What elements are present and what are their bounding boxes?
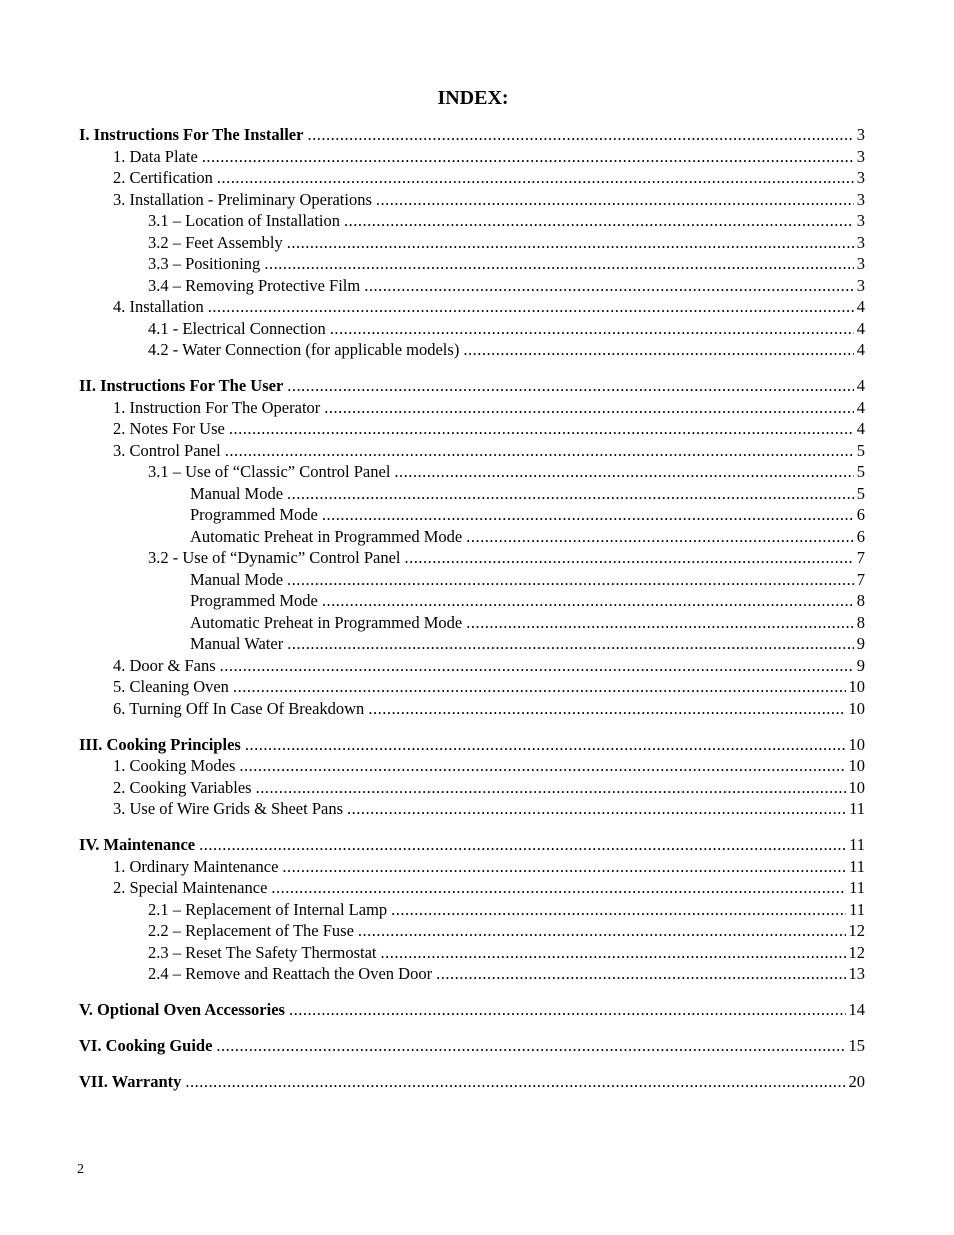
toc-entry [79, 920, 865, 942]
toc-entry-page-number: 4 [856, 318, 865, 338]
toc-entry [79, 167, 865, 189]
toc-entry-label: 2.1 – Replacement of Internal Lamp [148, 899, 388, 919]
toc-heading-entry [79, 375, 865, 397]
toc-dot-leader [287, 232, 854, 254]
toc-entry-page-number: 3 [856, 254, 865, 273]
toc-entry-label: 4.2 - Water Connection (for applicable models) [148, 340, 460, 359]
toc-dot-leader [381, 942, 846, 964]
toc-dot-leader [220, 655, 854, 677]
toc-entry-page-number: 15 [848, 1036, 865, 1055]
toc-entry-label: 2. Cooking Variables [113, 777, 252, 797]
toc-entry-page-number: 20 [848, 1072, 865, 1091]
toc-entry-label: Programmed Mode [190, 505, 318, 524]
toc-entry-label: 2.4 – Remove and Reattach the Oven Door [148, 964, 433, 983]
toc-entry-page-number: 3 [856, 189, 865, 209]
toc-entry [79, 798, 865, 820]
toc-entry-page-number: 13 [848, 964, 865, 983]
toc-entry-label: Manual Water [190, 634, 284, 653]
toc-entry-page-number: 11 [849, 899, 865, 919]
toc-entry [79, 856, 865, 878]
toc-entry [79, 526, 865, 548]
toc-dot-leader [322, 590, 854, 612]
toc-entry [79, 633, 865, 655]
toc-heading-entry [79, 1071, 865, 1093]
toc-entry [79, 698, 865, 720]
toc-entry [79, 755, 865, 777]
toc-entry [79, 504, 865, 526]
toc-entry-label: 5. Cleaning Oven [113, 677, 229, 696]
toc-entry-page-number: 10 [848, 777, 865, 797]
toc-dot-leader [239, 755, 845, 777]
toc-dot-leader [436, 963, 845, 985]
toc-entry-label: Programmed Mode [190, 591, 318, 610]
toc-entry-label: 3. Installation - Preliminary Operations [113, 189, 372, 209]
toc-entry-label: 1. Data Plate [113, 146, 198, 166]
toc-entry-page-number: 9 [856, 655, 865, 675]
toc-dot-leader [216, 1035, 845, 1057]
toc-dot-leader [289, 999, 846, 1021]
toc-dot-leader [358, 920, 846, 942]
toc-dot-leader [324, 397, 853, 419]
toc-dot-leader [256, 777, 846, 799]
toc-entry-page-number: 5 [856, 440, 865, 460]
toc-entry [79, 210, 865, 232]
toc-dot-leader [202, 146, 854, 168]
toc-dot-leader [463, 339, 853, 361]
toc-entry-page-number: 14 [848, 1000, 865, 1019]
toc-entry [79, 275, 865, 297]
toc-entry [79, 146, 865, 168]
toc-dot-leader [208, 296, 854, 318]
toc-entry [79, 397, 865, 419]
toc-dot-leader [199, 834, 846, 856]
toc-entry-page-number: 4 [856, 297, 865, 316]
toc-dot-leader [233, 676, 846, 698]
toc-entry-label: 2.2 – Replacement of The Fuse [148, 921, 354, 940]
toc-entry-page-number: 3 [856, 275, 865, 295]
toc-dot-leader [368, 698, 845, 720]
toc-section [79, 124, 865, 361]
toc-entry-page-number: 12 [848, 921, 865, 940]
toc-entry [79, 942, 865, 964]
toc-entry-label: IV. Maintenance [79, 835, 196, 854]
toc-entry-label: 4. Installation [113, 297, 204, 316]
toc-dot-leader [225, 440, 854, 462]
toc-dot-leader [466, 612, 854, 634]
toc-dot-leader [376, 189, 854, 211]
toc-entry-page-number: 7 [856, 548, 865, 567]
toc-entry-page-number: 7 [856, 569, 865, 589]
toc-entry-page-number: 4 [856, 376, 865, 395]
toc-entry-page-number: 3 [856, 232, 865, 252]
toc-dot-leader [330, 318, 854, 340]
toc-entry [79, 655, 865, 677]
toc-entry [79, 253, 865, 275]
toc-entry-page-number: 11 [849, 799, 865, 818]
toc-dot-leader [271, 877, 846, 899]
toc-entry-label: 3.2 – Feet Assembly [148, 232, 283, 252]
toc-heading-entry [79, 999, 865, 1021]
toc-entry [79, 339, 865, 361]
toc-dot-leader [245, 734, 846, 756]
toc-entry-page-number: 3 [856, 211, 865, 230]
toc-entry [79, 569, 865, 591]
toc-entry [79, 483, 865, 505]
toc-dot-leader [391, 899, 846, 921]
toc-entry-label: III. Cooking Principles [79, 734, 241, 754]
toc-entry-page-number: 10 [848, 734, 865, 754]
toc-section [79, 834, 865, 985]
toc-entry [79, 612, 865, 634]
toc-dot-leader [287, 375, 853, 397]
toc-entry-page-number: 11 [849, 835, 865, 854]
toc-entry [79, 418, 865, 440]
toc-dot-leader [264, 253, 853, 275]
toc-entry-page-number: 3 [856, 168, 865, 187]
toc-entry-page-number: 5 [856, 483, 865, 503]
toc-entry-page-number: 4 [856, 340, 865, 359]
toc-entry [79, 296, 865, 318]
toc-entry-label: 3.2 - Use of “Dynamic” Control Panel [148, 548, 401, 567]
toc-entry-label: 2. Certification [113, 168, 213, 187]
page-title: INDEX: [437, 87, 509, 109]
toc-section [79, 1071, 865, 1093]
toc-entry [79, 777, 865, 799]
toc-entry-label: 3. Control Panel [113, 440, 221, 460]
toc-entry-page-number: 4 [856, 419, 865, 438]
toc-dot-leader [364, 275, 854, 297]
toc-entry [79, 877, 865, 899]
toc-dot-leader [344, 210, 854, 232]
toc-entry [79, 440, 865, 462]
toc-entry [79, 899, 865, 921]
toc-entry-label: Automatic Preheat in Programmed Mode [190, 526, 463, 546]
toc-entry-page-number: 6 [856, 526, 865, 546]
toc-entry-page-number: 11 [849, 878, 865, 897]
toc-entry-page-number: 10 [848, 698, 865, 718]
toc-entry [79, 590, 865, 612]
toc-entry-label: 1. Ordinary Maintenance [113, 856, 279, 876]
toc-entry [79, 232, 865, 254]
toc-entry-page-number: 10 [848, 677, 865, 696]
toc-entry-label: 3.1 – Use of “Classic” Control Panel [148, 462, 391, 481]
toc-dot-leader [466, 526, 854, 548]
toc-entry-label: VI. Cooking Guide [79, 1036, 213, 1055]
toc-entry-label: 3.1 – Location of Installation [148, 211, 340, 230]
toc-dot-leader [394, 461, 853, 483]
page-number: 2 [77, 1162, 84, 1177]
toc-dot-leader [217, 167, 854, 189]
toc-dot-leader [287, 483, 854, 505]
toc-entry [79, 676, 865, 698]
toc-entry-label: Manual Mode [190, 483, 284, 503]
toc-entry-label: 2.3 – Reset The Safety Thermostat [148, 942, 377, 962]
toc-entry [79, 461, 865, 483]
toc-heading-entry [79, 734, 865, 756]
toc-dot-leader [185, 1071, 845, 1093]
toc-entry-page-number: 5 [856, 462, 865, 481]
toc-entry [79, 318, 865, 340]
toc-entry [79, 189, 865, 211]
toc-entry-page-number: 10 [848, 756, 865, 775]
toc-dot-leader [404, 547, 853, 569]
toc-entry-page-number: 12 [848, 942, 865, 962]
toc-entry-label: 3.3 – Positioning [148, 254, 261, 273]
toc-entry-page-number: 11 [849, 856, 865, 876]
toc-entry-page-number: 3 [856, 146, 865, 166]
toc-entry-page-number: 3 [856, 125, 865, 144]
toc-entry-label: II. Instructions For The User [79, 376, 284, 395]
toc-dot-leader [287, 569, 854, 591]
toc-dot-leader [282, 856, 846, 878]
toc-entry-label: V. Optional Oven Accessories [79, 1000, 285, 1019]
table-of-contents [79, 124, 865, 1107]
toc-entry-page-number: 9 [856, 634, 865, 653]
toc-entry-page-number: 6 [856, 505, 865, 524]
toc-entry-label: 6. Turning Off In Case Of Breakdown [113, 698, 365, 718]
toc-entry-label: 1. Instruction For The Operator [113, 397, 321, 417]
toc-entry-page-number: 8 [856, 612, 865, 632]
toc-entry-label: I. Instructions For The Installer [79, 125, 304, 144]
toc-entry-page-number: 8 [856, 591, 865, 610]
toc-dot-leader [287, 633, 854, 655]
toc-entry-label: 3. Use of Wire Grids & Sheet Pans [113, 799, 344, 818]
toc-entry-label: 4.1 - Electrical Connection [148, 318, 326, 338]
toc-dot-leader [347, 798, 846, 820]
toc-dot-leader [229, 418, 854, 440]
toc-heading-entry [79, 834, 865, 856]
toc-section [79, 999, 865, 1021]
toc-heading-entry [79, 1035, 865, 1057]
toc-entry-label: VII. Warranty [79, 1072, 182, 1091]
toc-entry [79, 547, 865, 569]
toc-dot-leader [307, 124, 853, 146]
toc-entry-label: 4. Door & Fans [113, 655, 216, 675]
toc-entry-label: Automatic Preheat in Programmed Mode [190, 612, 463, 632]
toc-section [79, 734, 865, 820]
toc-dot-leader [322, 504, 854, 526]
toc-section [79, 375, 865, 719]
toc-entry-page-number: 4 [856, 397, 865, 417]
toc-heading-entry [79, 124, 865, 146]
toc-entry-label: Manual Mode [190, 569, 284, 589]
toc-entry-label: 2. Notes For Use [113, 419, 225, 438]
toc-entry-label: 2. Special Maintenance [113, 878, 268, 897]
toc-entry-label: 3.4 – Removing Protective Film [148, 275, 361, 295]
toc-entry [79, 963, 865, 985]
toc-section [79, 1035, 865, 1057]
toc-entry-label: 1. Cooking Modes [113, 756, 236, 775]
